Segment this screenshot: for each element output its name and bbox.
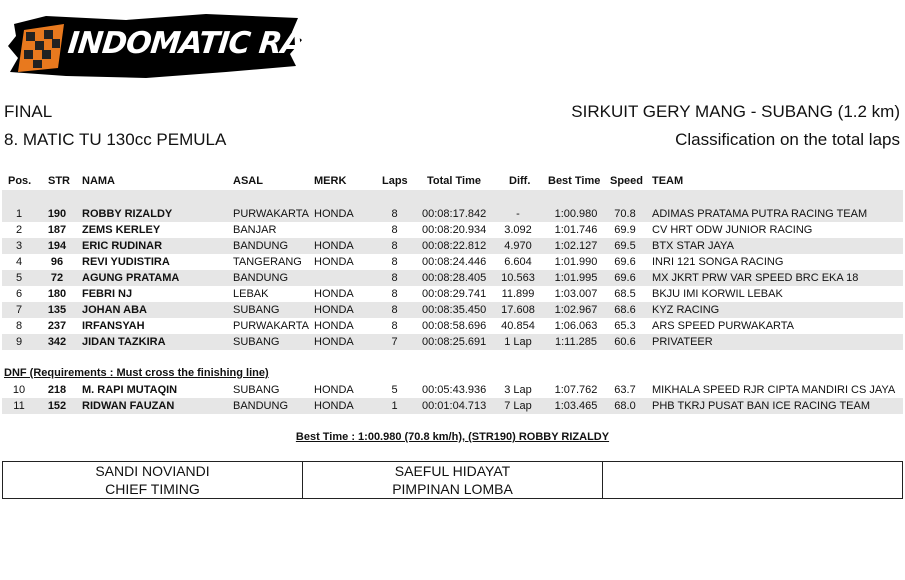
cell-pos: 11 xyxy=(13,400,25,412)
table-row xyxy=(2,222,903,238)
cell-asal: BANDUNG xyxy=(233,240,289,252)
cell-laps: 8 xyxy=(391,288,398,300)
column-header-merk: MERK xyxy=(314,175,347,187)
cell-diff: 40.854 xyxy=(501,320,535,332)
signature-box-race-director xyxy=(302,461,603,499)
cell-pos: 4 xyxy=(15,256,23,268)
cell-str: 190 xyxy=(47,208,67,220)
cell-pos: 9 xyxy=(15,336,23,348)
cell-merk: HONDA xyxy=(314,288,354,300)
cell-asal: BANJAR xyxy=(233,224,277,236)
cell-merk: HONDA xyxy=(314,336,354,348)
cell-str: 72 xyxy=(50,272,64,284)
cell-nama: REVI YUDISTIRA xyxy=(82,256,170,268)
cell-best-time: 1:03.465 xyxy=(554,400,598,412)
cell-speed: 60.6 xyxy=(614,336,636,348)
cell-laps: 1 xyxy=(391,400,398,412)
cell-diff: 7 Lap xyxy=(504,400,532,412)
table-row xyxy=(2,238,903,254)
cell-merk: HONDA xyxy=(314,208,354,220)
cell-asal: TANGERANG xyxy=(233,256,302,268)
best-time-note: Best Time : 1:00.980 (70.8 km/h), (STR190) ROBBY RIZALDY xyxy=(295,431,610,443)
cell-team: INRI 121 SONGA RACING xyxy=(652,256,784,268)
cell-best-time: 1:06.063 xyxy=(554,320,598,332)
column-header-speed: Speed xyxy=(610,175,644,187)
cell-merk: HONDA xyxy=(314,384,354,396)
cell-laps: 8 xyxy=(391,208,398,220)
cell-best-time: 1:01.995 xyxy=(554,272,598,284)
column-header-laps: Laps xyxy=(382,175,408,187)
cell-speed: 69.6 xyxy=(614,272,636,284)
cell-diff: 3 Lap xyxy=(504,384,532,396)
cell-nama: FEBRI NJ xyxy=(82,288,133,300)
cell-str: 96 xyxy=(50,256,64,268)
cell-pos: 10 xyxy=(12,384,26,396)
cell-speed: 69.5 xyxy=(614,240,636,252)
cell-best-time: 1:11.285 xyxy=(554,336,597,348)
cell-laps: 8 xyxy=(391,320,398,332)
table-row xyxy=(2,334,903,350)
cell-team: BKJU IMI KORWIL LEBAK xyxy=(652,288,783,300)
cell-pos: 2 xyxy=(15,224,23,236)
cell-laps: 7 xyxy=(391,336,398,348)
cell-pos: 6 xyxy=(15,288,23,300)
session-title: FINAL xyxy=(4,102,53,121)
cell-laps: 8 xyxy=(391,240,398,252)
cell-merk: HONDA xyxy=(314,256,354,268)
table-spacer-row xyxy=(2,190,903,206)
table-row xyxy=(2,382,903,398)
cell-team: KYZ RACING xyxy=(652,304,720,316)
cell-asal: BANDUNG xyxy=(233,272,289,284)
cell-str: 152 xyxy=(47,400,67,412)
cell-diff: 10.563 xyxy=(501,272,535,284)
cell-total-time: 00:01:04.713 xyxy=(422,400,487,412)
cell-str: 180 xyxy=(47,288,67,300)
column-header-team: TEAM xyxy=(652,175,684,187)
column-header-asal: ASAL xyxy=(233,175,263,187)
column-header-pos: Pos. xyxy=(8,175,32,187)
cell-merk: HONDA xyxy=(314,320,354,332)
cell-str: 194 xyxy=(47,240,67,252)
cell-speed: 68.5 xyxy=(614,288,636,300)
cell-speed: 70.8 xyxy=(614,208,636,220)
column-header-diff: Diff. xyxy=(509,175,531,187)
event-title: 8. MATIC TU 130cc PEMULA xyxy=(4,130,227,149)
cell-str: 135 xyxy=(47,304,67,316)
cell-diff: 4.970 xyxy=(504,240,532,252)
cell-diff: 6.604 xyxy=(504,256,532,268)
cell-nama: AGUNG PRATAMA xyxy=(82,272,180,284)
cell-pos: 1 xyxy=(15,208,23,220)
cell-diff: 1 Lap xyxy=(504,336,532,348)
cell-team: PRIVATEER xyxy=(652,336,713,348)
cell-laps: 8 xyxy=(391,272,398,284)
cell-total-time: 00:08:28.405 xyxy=(422,272,487,284)
signature-box-empty xyxy=(602,461,903,499)
cell-str: 218 xyxy=(47,384,67,396)
dnf-section-title: DNF (Requirements : Must cross the finishing line) xyxy=(4,367,269,379)
cell-speed: 65.3 xyxy=(614,320,636,332)
cell-laps: 5 xyxy=(391,384,398,396)
table-row xyxy=(2,206,903,222)
column-header-total-time: Total Time xyxy=(427,175,481,187)
table-row xyxy=(2,286,903,302)
cell-best-time: 1:02.967 xyxy=(554,304,598,316)
cell-str: 237 xyxy=(47,320,67,332)
cell-nama: RIDWAN FAUZAN xyxy=(82,400,175,412)
cell-asal: PURWAKARTA xyxy=(233,320,309,332)
cell-asal: SUBANG xyxy=(233,384,280,396)
cell-pos: 3 xyxy=(15,240,23,252)
cell-total-time: 00:08:17.842 xyxy=(422,208,487,220)
cell-laps: 8 xyxy=(391,304,398,316)
cell-nama: ZEMS KERLEY xyxy=(82,224,161,236)
table-row xyxy=(2,254,903,270)
cell-team: MIKHALA SPEED RJR CIPTA MANDIRI CS JAYA xyxy=(652,384,896,396)
cell-total-time: 00:08:58.696 xyxy=(422,320,487,332)
cell-nama: M. RAPI MUTAQIN xyxy=(82,384,178,396)
cell-str: 187 xyxy=(47,224,67,236)
cell-speed: 63.7 xyxy=(614,384,636,396)
cell-team: PHB TKRJ PUSAT BAN ICE RACING TEAM xyxy=(652,400,871,412)
cell-team: ARS SPEED PURWAKARTA xyxy=(652,320,795,332)
cell-team: BTX STAR JAYA xyxy=(652,240,734,252)
cell-merk: HONDA xyxy=(314,304,354,316)
cell-team: ADIMAS PRATAMA PUTRA RACING TEAM xyxy=(652,208,868,220)
classification-label: Classification on the total laps xyxy=(675,130,900,149)
cell-total-time: 00:08:29.741 xyxy=(422,288,487,300)
cell-speed: 69.9 xyxy=(614,224,636,236)
cell-team: CV HRT ODW JUNIOR RACING xyxy=(652,224,813,236)
table-row xyxy=(2,270,903,286)
cell-asal: BANDUNG xyxy=(233,400,289,412)
checkered-flag-icon xyxy=(18,24,64,72)
indomatic-race-logo xyxy=(6,10,345,82)
cell-diff: 3.092 xyxy=(504,224,532,236)
cell-best-time: 1:07.762 xyxy=(554,384,598,396)
cell-asal: PURWAKARTA xyxy=(233,208,309,220)
cell-nama: JIDAN TAZKIRA xyxy=(82,336,166,348)
signature-role: CHIEF TIMING xyxy=(105,481,200,497)
cell-total-time: 00:08:25.691 xyxy=(422,336,487,348)
cell-pos: 5 xyxy=(15,272,23,284)
cell-total-time: 00:08:24.446 xyxy=(422,256,487,268)
cell-nama: ERIC RUDINAR xyxy=(82,240,163,252)
cell-best-time: 1:02.127 xyxy=(554,240,598,252)
cell-asal: SUBANG xyxy=(233,336,280,348)
cell-merk: HONDA xyxy=(314,240,354,252)
column-header-str: STR xyxy=(48,175,70,187)
cell-speed: 69.6 xyxy=(614,256,636,268)
cell-nama: ROBBY RIZALDY xyxy=(82,208,173,220)
cell-best-time: 1:03.007 xyxy=(554,288,598,300)
cell-speed: 68.6 xyxy=(614,304,636,316)
cell-best-time: 1:00.980 xyxy=(554,208,598,220)
cell-pos: 8 xyxy=(15,320,23,332)
cell-laps: 8 xyxy=(391,224,398,236)
cell-total-time: 00:08:20.934 xyxy=(422,224,487,236)
logo-text: INDOMATIC RACE xyxy=(66,26,345,61)
table-row xyxy=(2,318,903,334)
cell-laps: 8 xyxy=(391,256,398,268)
cell-nama: JOHAN ABA xyxy=(82,304,147,316)
column-header-nama: NAMA xyxy=(82,175,115,187)
signature-name: SANDI NOVIANDI xyxy=(95,463,210,479)
cell-pos: 7 xyxy=(15,304,23,316)
cell-nama: IRFANSYAH xyxy=(82,320,145,332)
table-row xyxy=(2,398,903,414)
cell-merk: HONDA xyxy=(314,400,354,412)
column-header-best-time: Best Time xyxy=(548,175,601,187)
cell-diff: 11.899 xyxy=(501,288,535,300)
cell-team: MX JKRT PRW VAR SPEED BRC EKA 18 xyxy=(652,272,859,284)
cell-total-time: 00:08:22.812 xyxy=(422,240,487,252)
signature-box-chief-timing xyxy=(2,461,303,499)
signature-name: SAEFUL HIDAYAT xyxy=(394,463,511,479)
cell-best-time: 1:01.746 xyxy=(554,224,598,236)
cell-asal: SUBANG xyxy=(233,304,280,316)
cell-speed: 68.0 xyxy=(614,400,636,412)
cell-diff: 17.608 xyxy=(501,304,535,316)
cell-total-time: 00:05:43.936 xyxy=(422,384,487,396)
cell-best-time: 1:01.990 xyxy=(554,256,598,268)
cell-asal: LEBAK xyxy=(233,288,269,300)
cell-diff: - xyxy=(516,208,520,220)
circuit-name: SIRKUIT GERY MANG - SUBANG (1.2 km) xyxy=(571,102,900,121)
cell-str: 342 xyxy=(47,336,67,348)
signature-role: PIMPINAN LOMBA xyxy=(392,481,513,497)
table-row xyxy=(2,302,903,318)
cell-total-time: 00:08:35.450 xyxy=(422,304,487,316)
